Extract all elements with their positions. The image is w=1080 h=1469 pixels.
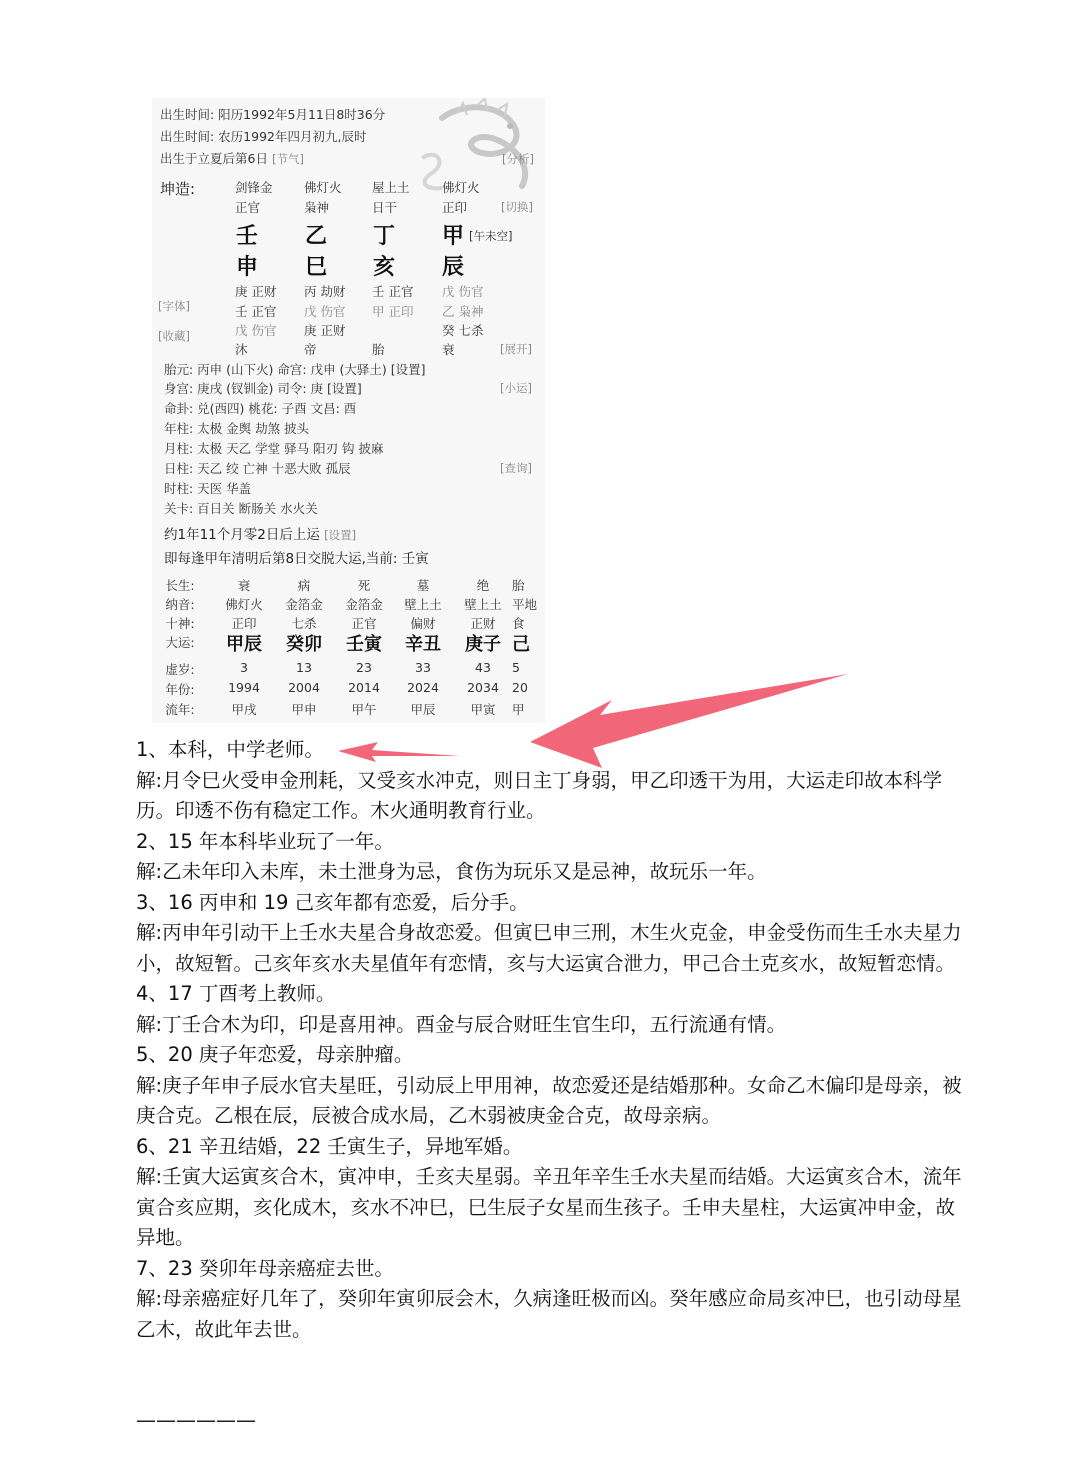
font-link[interactable]: [字体] [158,299,190,313]
birth-jieqi [160,149,304,167]
dayun-cell: 3 [240,660,248,675]
dayun-cell: 2024 [407,680,439,695]
hidden-stem: 戊 伤官 [235,323,277,338]
dayun-cell: 甲 [512,702,525,717]
dayun-cell: 庚子 [465,634,501,655]
pillar-nayin: 佛灯火 [442,180,480,195]
stem-hour: 甲 [442,224,465,249]
info-shengong: 身宫: 庚戌 (钗钏金) 司令: 庚 [设置] [164,381,362,396]
dayun-cell: 七杀 [291,616,317,631]
point-explanation: 解:月令巳火受申金刑耗，又受亥水冲克，则日主丁身弱，甲乙印透干为用，大运走印故本科学历。印透不伤有稳定工作。木火通明教育行业。 [136,768,943,822]
dayun-cell: 2014 [348,680,380,695]
dayun-row-label: 大运: [165,635,195,650]
dayun-cell: 平地 [512,597,538,612]
birth-lunar: 出生时间: 农历1992年四月初九,辰时 [160,129,367,144]
dayun-row-label: 流年: [165,702,195,717]
dayun-row-label: 虚岁: [165,662,195,677]
dayun-cell: 食 [512,616,525,631]
xiaoyun-link[interactable]: [小运] [500,381,532,395]
dayun-cell: 衰 [237,578,251,593]
info-month-pillar: 月柱: 太极 天乙 学堂 驿马 阳刃 钩 披麻 [164,441,384,456]
dayun-cell: 胎 [512,578,525,593]
point-heading: 7、23 癸卯年母亲癌症去世。 [136,1256,394,1280]
pillar-nayin: 剑锋金 [235,180,273,195]
dayun-cell: 1994 [228,680,260,695]
dayun-cell: 佛灯火 [225,597,263,612]
dayun-cell: 甲戌 [231,702,257,717]
dayun-cell: 壬寅 [346,634,382,655]
info-taiyuan: 胎元: 丙申 (山下火) 命宫: 戊申 (大驿土) [设置] [164,362,426,377]
pillar-shishen: 正印 [442,200,468,215]
dayun-cell: 己 [512,634,530,655]
dayun-cell: 偏财 [410,616,436,631]
dayun-cell: 2004 [288,680,320,695]
point-heading: 1、本科，中学老师。 [136,738,324,761]
dayun-cell: 5 [512,660,520,675]
point-heading: 2、15 年本科毕业玩了一年。 [136,829,394,853]
dayun-start-text: 约1年11个月零2日后上运 [164,527,320,543]
dayun-cell: 墓 [416,578,430,593]
point-heading: 4、17 丁酉考上教师。 [136,982,336,1005]
branch-year: 申 [236,255,259,280]
birth-jieqi-text: 出生于立夏后第6日 [160,151,268,166]
analysis-article [136,735,966,1345]
switch-link[interactable]: [切换] [501,200,533,214]
hidden-stem: 壬 正官 [372,284,414,299]
query-link[interactable]: [查询] [500,461,532,475]
dayun-row-liunian [152,700,545,718]
dayun-rule: 即每逢甲年清明后第8日交脱大运,当前: 壬寅 [164,551,429,567]
changsheng-cell: 胎 [372,342,385,357]
hidden-stem: 戊 伤官 [442,284,484,299]
point-heading: 5、20 庚子年恋爱，母亲肿瘤。 [136,1043,414,1066]
dayun-cell: 金箔金 [345,597,383,612]
dayun-row-label: 年份: [165,682,195,697]
dayun-row-label: 长生: [165,578,195,593]
hidden-stem: 壬 正官 [235,304,277,319]
hidden-stem: 甲 正印 [372,304,414,319]
info-minggua: 命卦: 兑(西四) 桃花: 子酉 文昌: 酉 [164,401,357,416]
jieqi-link[interactable]: [节气] [271,152,304,166]
dayun-cell: 甲辰 [410,702,436,717]
dayun-cell: 壁上土 [464,597,502,612]
dayun-cell: 甲寅 [470,702,496,717]
point-heading: 3、16 丙申和 19 己亥年都有恋爱，后分手。 [136,890,529,914]
dayun-cell: 43 [475,660,491,675]
birth-solar: 出生时间: 阳历1992年5月11日8时36分 [160,107,386,122]
pillar-nayin: 屋上土 [372,180,410,195]
point-explanation: 解:母亲癌症好几年了，癸卯年寅卯辰会木，久病逢旺极而凶。癸年感应命局亥冲巳，也引动母星乙木，故此年去世。 [136,1287,962,1341]
hidden-stem: 戊 伤官 [304,304,346,319]
dayun-cell: 绝 [476,578,490,593]
dayun-cell: 壁上土 [404,597,442,612]
pillar-shishen: 正官 [235,200,261,215]
dayun-row-changsheng [152,576,545,594]
point-explanation: 解:壬寅大运寅亥合木，寅冲申，壬亥夫星弱。辛丑年辛生壬水夫星而结婚。大运寅亥合木，流年寅合亥应期，亥化成木，亥水不冲巳，巳生辰子女星而生孩子。壬申夫星柱，大运寅冲申金，故异地。 [136,1165,962,1249]
dayun-start [164,523,356,543]
hidden-stem: 庚 正财 [304,323,346,338]
pillar-shishen: 枭神 [304,200,330,215]
analysis-link[interactable]: [分析] [502,152,534,166]
dayun-cell: 癸卯 [286,634,322,655]
dayun-cell: 正财 [470,616,496,631]
point-explanation: 解:丁壬合木为印，印是喜用神。酉金与辰合财旺生官生印，五行流通有情。 [136,1012,787,1036]
hidden-stem: 丙 劫财 [304,284,346,299]
hidden-stem: 庚 正财 [235,284,277,299]
dayun-cell: 23 [356,660,372,675]
collect-link[interactable]: [收藏] [158,329,190,343]
dayun-row-label: 纳音: [165,597,195,612]
pillar-shishen: 日干 [372,200,398,215]
dayun-row-nayin [152,595,545,613]
point-explanation: 解:丙申年引动干上壬水夫星合身故恋爱。但寅巳申三刑，木生火克金，申金受伤而生壬水夫星力小，故短暂。己亥年亥水夫星值年有恋情，亥与大运寅合泄力，甲己合土克亥水，故短暂恋情。 [136,921,962,975]
dayun-cell: 甲申 [291,702,317,717]
dayun-row-dayun [152,633,545,655]
dayun-row-year [152,680,545,698]
info-guanka: 关卡: 百日关 断肠关 水火关 [164,501,318,516]
point-heading: 6、21 辛丑结婚，22 壬寅生子，异地军婚。 [136,1134,523,1158]
dayun-cell: 病 [297,578,311,593]
dayun-cell: 辛丑 [405,634,441,655]
dayun-set-link[interactable]: [设置] [324,528,357,542]
branch-day: 亥 [373,255,396,280]
dayun-row-label: 十神: [165,616,195,631]
dayun-cell: 甲午 [351,702,377,717]
dayun-cell: 死 [357,578,371,593]
changsheng-cell: 衰 [442,342,455,357]
point-explanation: 解:乙未年印入未库，未土泄身为忌，食伤为玩乐又是忌神，故玩乐一年。 [136,860,767,883]
branch-month: 巳 [305,255,328,280]
dayun-cell: 金箔金 [285,597,323,612]
dayun-cell: 20 [512,680,528,695]
stem-year: 壬 [236,224,259,249]
info-year-pillar: 年柱: 太极 金舆 劫煞 披头 [164,421,310,436]
info-day-pillar: 日柱: 天乙 绞 亡神 十恶大败 孤辰 [164,461,351,476]
dayun-cell: 2034 [467,680,499,695]
branch-hour: 辰 [442,255,465,280]
changsheng-cell: 帝 [304,342,317,357]
point-explanation: 解:庚子年申子辰水官夫星旺，引动辰上甲用神，故恋爱还是结婚那种。女命乙木偏印是母亲，被庚合克。乙根在辰，辰被合成水局，乙木弱被庚金合克，故母亲病。 [136,1073,962,1127]
hidden-stem: 癸 七杀 [442,323,484,338]
hidden-stem: 乙 枭神 [442,304,484,319]
dayun-cell: 正官 [351,616,377,631]
kun-label: 坤造: [160,180,196,198]
dayun-cell: 甲辰 [226,634,262,655]
dayun-row-age [152,660,545,678]
bazi-chart-screenshot [152,98,545,723]
expand-link[interactable]: [展开] [500,342,532,356]
dayun-cell: 13 [296,660,312,675]
kongwang-label: [午未空] [469,229,513,243]
changsheng-cell: 沐 [235,342,248,357]
dayun-cell: 33 [415,660,431,675]
end-divider: —————— [136,1408,256,1432]
info-hour-pillar: 时柱: 天医 华盖 [164,481,252,496]
stem-day: 丁 [373,224,396,249]
stem-month: 乙 [305,224,328,249]
dayun-cell: 正印 [231,616,257,631]
pillar-nayin: 佛灯火 [304,180,342,195]
